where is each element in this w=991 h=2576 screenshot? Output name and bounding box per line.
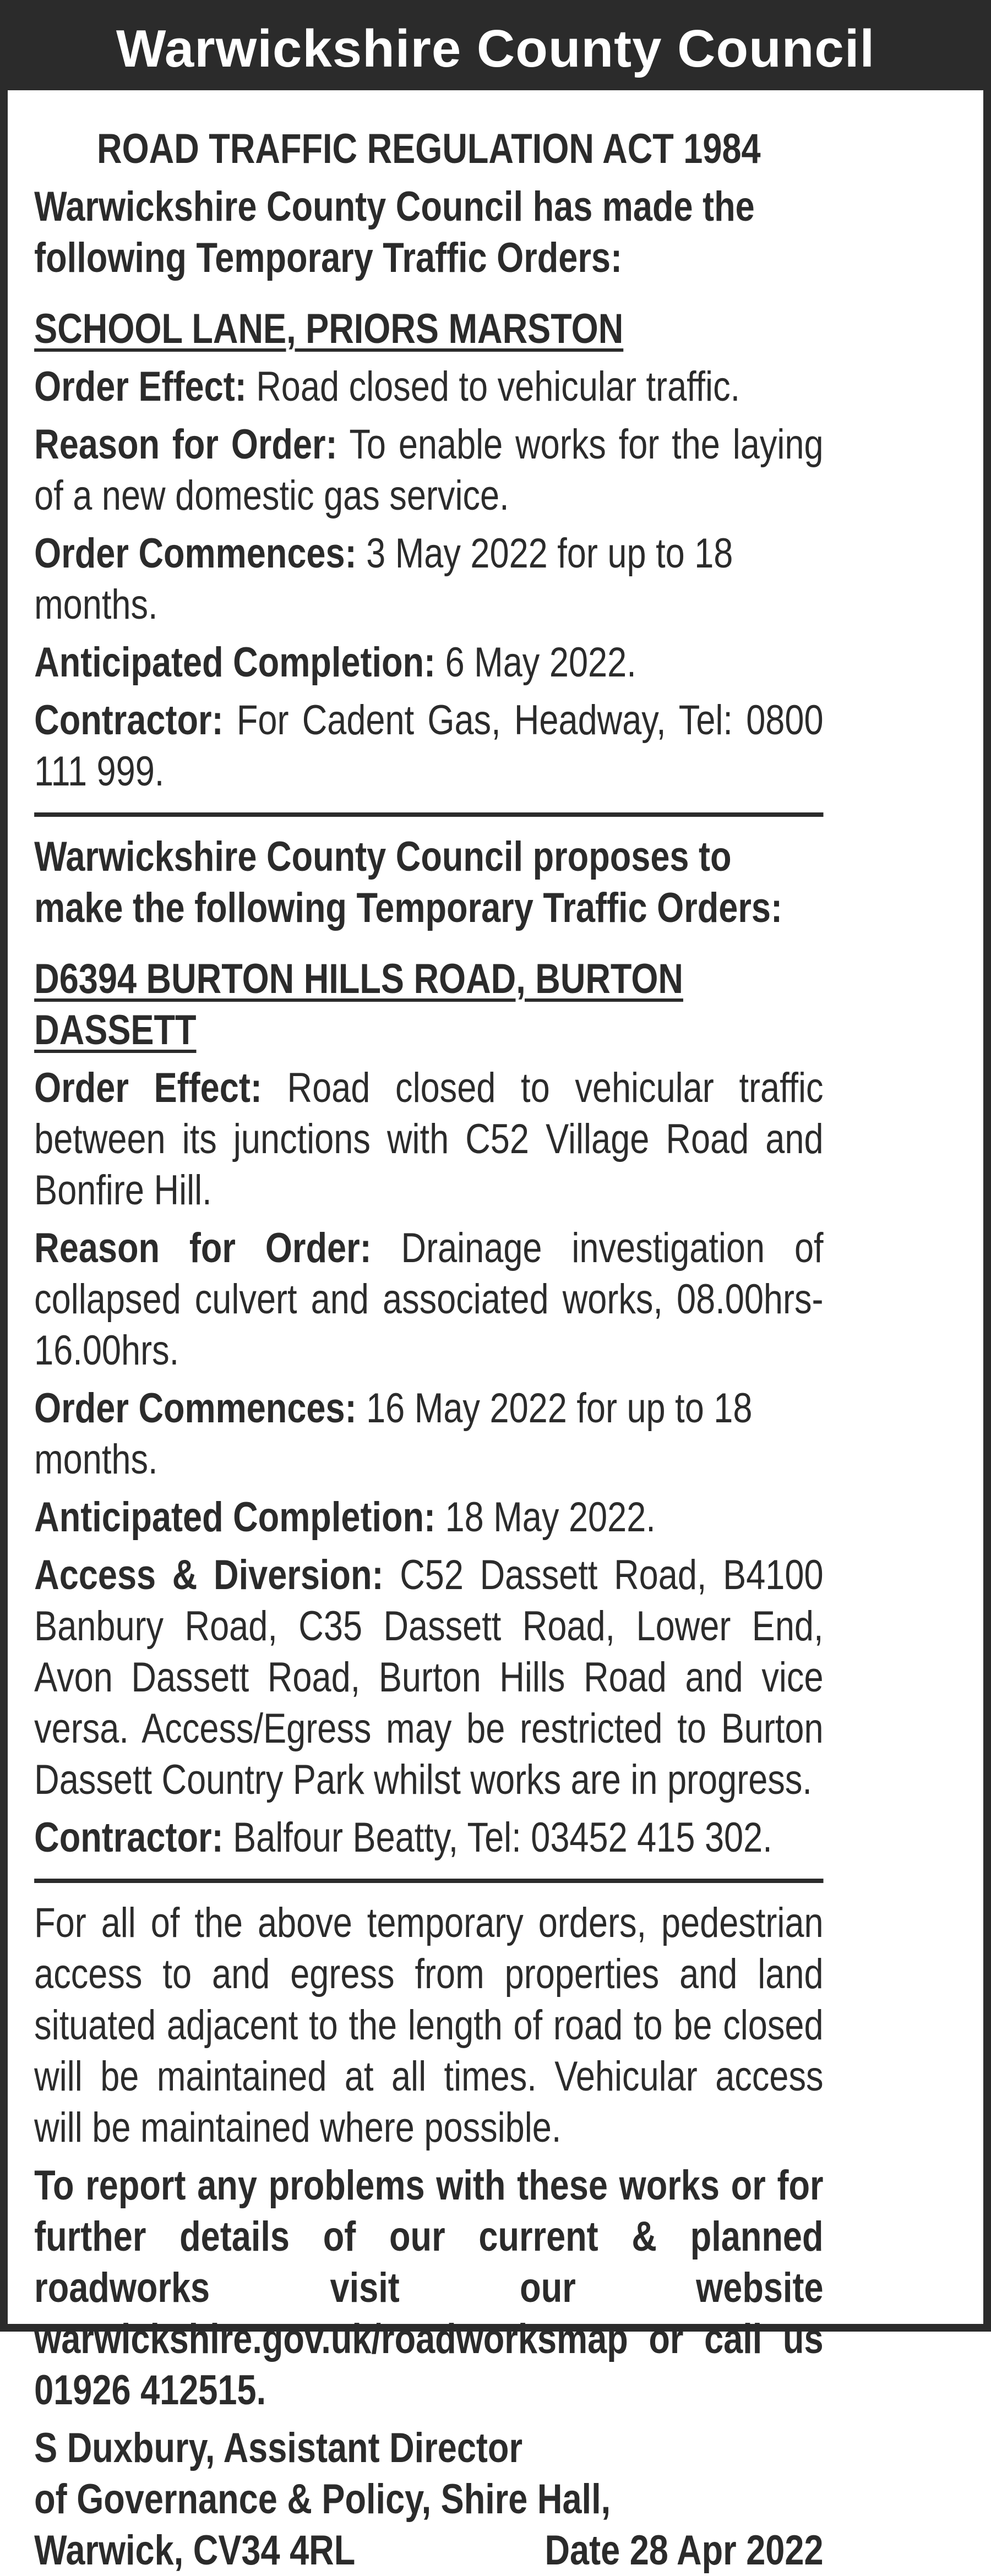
made-orders-intro: Warwickshire County Council has made the following Temporary Traffic Orders: <box>34 183 755 281</box>
proposed-access-diversion <box>34 1549 823 1805</box>
proposed-contractor-text: Balfour Beatty, Tel: 03452 415 302. <box>223 1814 772 1861</box>
signature-line-2: of Governance & Policy, Shire Hall, <box>34 2476 611 2523</box>
made-order-reason <box>34 419 823 521</box>
made-anticipated-completion <box>34 637 823 688</box>
proposed-contractor <box>34 1812 823 1863</box>
made-commences-text: 3 May 2022 for up to 18 months. <box>34 530 733 628</box>
signature-line-1: S Duxbury, Assistant Director <box>34 2425 522 2471</box>
made-road-name: SCHOOL LANE, PRIORS MARSTON <box>34 305 624 352</box>
made-completion-text: 6 May 2022. <box>435 639 636 686</box>
proposed-anticipated-completion <box>34 1492 823 1543</box>
proposed-orders-intro: Warwickshire County Council proposes to make the following Temporary Traffic Orders: <box>34 833 783 931</box>
made-effect-label: Order Effect: <box>34 363 247 410</box>
made-completion-label: Anticipated Completion: <box>34 639 436 686</box>
made-effect-text: Road closed to vehicular traffic. <box>246 363 740 410</box>
proposed-completion-text: 18 May 2022. <box>435 1494 656 1541</box>
made-contractor-label: Contractor: <box>34 697 224 744</box>
made-order-effect <box>34 361 823 412</box>
notice-date: Date 28 Apr 2022 <box>544 2527 824 2574</box>
proposed-contractor-label: Contractor: <box>34 1814 224 1861</box>
council-banner: Warwickshire County Council <box>8 8 983 90</box>
proposed-commences-label: Order Commences: <box>34 1385 357 1432</box>
proposed-access-text: C52 Dassett Road, B4100 Banbury Road, C35 Dassett Road, Lower End, Avon Dassett Road, Burton Hills Road and vice versa. Access/Egress may be restricted to Burton Dassett Country Park whilst works are in progress. <box>34 1552 824 1803</box>
report-problems-text: To report any problems with these works or for further details of our current & planned roadworks visit our website warwickshire.gov.uk/roadworksmap or call us 01926 412515. <box>34 2162 824 2414</box>
made-reason-text: To enable works for the laying of a new domestic gas service. <box>34 421 824 519</box>
made-reason-label: Reason for Order: <box>34 421 337 468</box>
proposed-completion-label: Anticipated Completion: <box>34 1494 436 1541</box>
proposed-road-name: D6394 BURTON HILLS ROAD, BURTON DASSETT <box>34 956 683 1054</box>
made-commences-label: Order Commences: <box>34 530 357 577</box>
proposed-order-commences <box>34 1383 823 1485</box>
notice-body <box>8 90 850 2576</box>
proposed-access-label: Access & Diversion: <box>34 1552 384 1598</box>
made-order-commences <box>34 528 823 630</box>
divider <box>34 812 823 817</box>
proposed-commences-text: 16 May 2022 for up to 18 months. <box>34 1385 753 1483</box>
proposed-order-reason <box>34 1222 823 1376</box>
signature-line-3: Warwick, CV34 4RL <box>34 2527 356 2574</box>
proposed-effect-label: Order Effect: <box>34 1065 262 1111</box>
made-contractor-text: For Cadent Gas, Headway, Tel: 0800 111 999. <box>34 697 824 795</box>
proposed-order-effect <box>34 1062 823 1216</box>
pedestrian-access-text: For all of the above temporary orders, pedestrian access to and egress from properties and land situated adjacent to the length of road to be closed will be maintained at all times. Vehicular access will be maintained where possible. <box>34 1900 824 2151</box>
proposed-reason-label: Reason for Order: <box>34 1225 372 1271</box>
signature-date-row <box>34 2525 823 2576</box>
proposed-effect-text: Road closed to vehicular traffic between its junctions with C52 Village Road and Bonfire Hill. <box>34 1065 824 1214</box>
divider <box>34 1879 823 1883</box>
act-title: ROAD TRAFFIC REGULATION ACT 1984 <box>97 125 761 172</box>
made-contractor <box>34 695 823 797</box>
proposed-reason-text: Drainage investigation of collapsed culvert and associated works, 08.00hrs-16.00hrs. <box>34 1225 824 1374</box>
